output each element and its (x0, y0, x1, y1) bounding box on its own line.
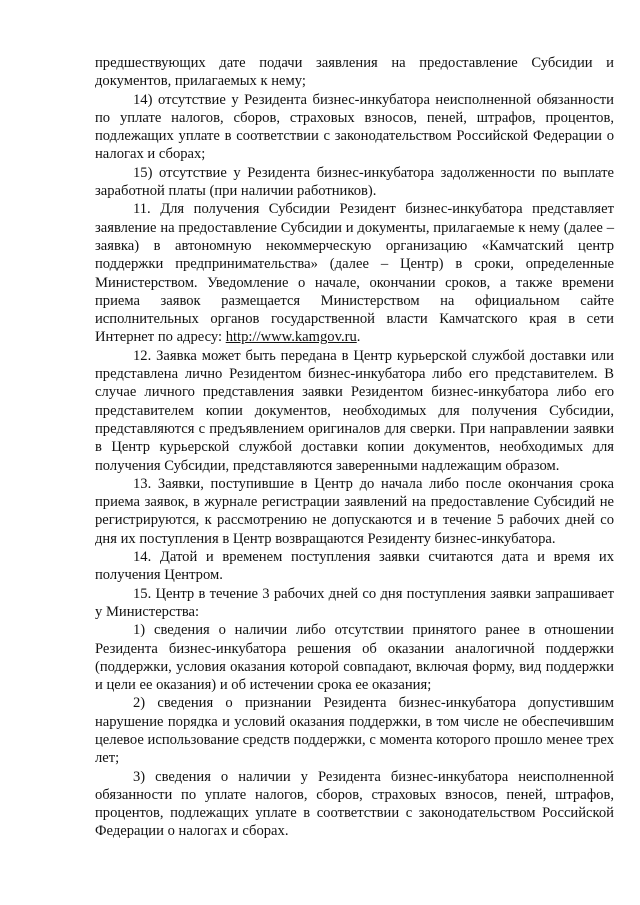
paragraph-subitem-2: 2) сведения о признании Резидента бизнес-инкубатора допустившим нарушение порядка и условий оказания поддержки, в том числе не обеспечившим целевое использование средств поддержки, с момента которого прошло менее трех лет; (95, 695, 614, 767)
paragraph-section-11 (95, 200, 614, 346)
paragraph-item-14: 14) отсутствие у Резидента бизнес-инкубатора неисполненной обязанности по уплате налогов, сборов, страховых взносов, пеней, штрафов, процентов, подлежащих уплате в соответствии с законодательством Российской Федерации о налогах и сборах; (95, 91, 614, 163)
paragraph-section-11-end: . (356, 329, 361, 346)
paragraph-section-12: 12. Заявка может быть передана в Центр курьерской службой доставки или представлена лично Резидентом бизнес-инкубатора либо его представителем. В случае личного представления заявки Резидентом бизнес-инкубатора либо его представителем копии документов, необходимых для получения Субсидии, представляются с предъявлением оригиналов для сверки. При направлении заявки в Центр курьерской службой доставки копии документов, необходимых для получения Субсидии, представляются заверенными надлежащим образом. (95, 347, 614, 474)
paragraph-item-15: 15) отсутствие у Резидента бизнес-инкубатора задолженности по выплате заработной платы (при наличии работников). (95, 164, 614, 200)
paragraph-section-11-text: 11. Для получения Субсидии Резидент бизнес-инкубатора представляет заявление на предоставление Субсидии и документы, прилагаемые к нему (далее – заявка) в автономную некоммерческую организацию «Камчатский центр поддержки предпринимательства» (далее – Центр) в сроки, определенные Министерством. Уведомление о начале, окончании сроков, а также времени приема заявок размещается Министерством на официальном сайте исполнительных органов государственной власти Камчатского края в сети Интернет по адресу: (95, 201, 614, 346)
paragraph-subitem-3: 3) сведения о наличии у Резидента бизнес-инкубатора неисполненной обязанности по уплате налогов, сборов, страховых взносов, пеней, штрафов, процентов, подлежащих уплате в соответствии с законодательством Российской Федерации о налогах и сборах. (95, 768, 614, 840)
paragraph-section-14: 14. Датой и временем поступления заявки считаются дата и время их получения Центром. (95, 549, 614, 584)
kamgov-link[interactable]: http://www.kamgov.ru (225, 329, 357, 346)
paragraph-subitem-1: 1) сведения о наличии либо отсутствии принятого ранее в отношении Резидента бизнес-инкубатора решения об оказании аналогичной поддержки (поддержки, условия оказания которой совпадают, включая форму, вид поддержки и цели ее оказания) и об истечении срока ее оказания; (95, 622, 614, 694)
paragraph-section-15: 15. Центр в течение 3 рабочих дней со дня поступления заявки запрашивает у Министерства: (95, 585, 614, 620)
paragraph-1: предшествующих дате подачи заявления на предоставление Субсидии и документов, прилагаемых к нему; (95, 55, 614, 90)
paragraph-section-13: 13. Заявки, поступившие в Центр до начала либо после окончания срока приема заявок, в журнале регистрации заявлений на предоставление Субсидий не регистрируются, к рассмотрению не допускаются и в течение 5 рабочих дней со дня их поступления в Центр возвращаются Резиденту бизнес-инкубатора. (95, 475, 614, 547)
